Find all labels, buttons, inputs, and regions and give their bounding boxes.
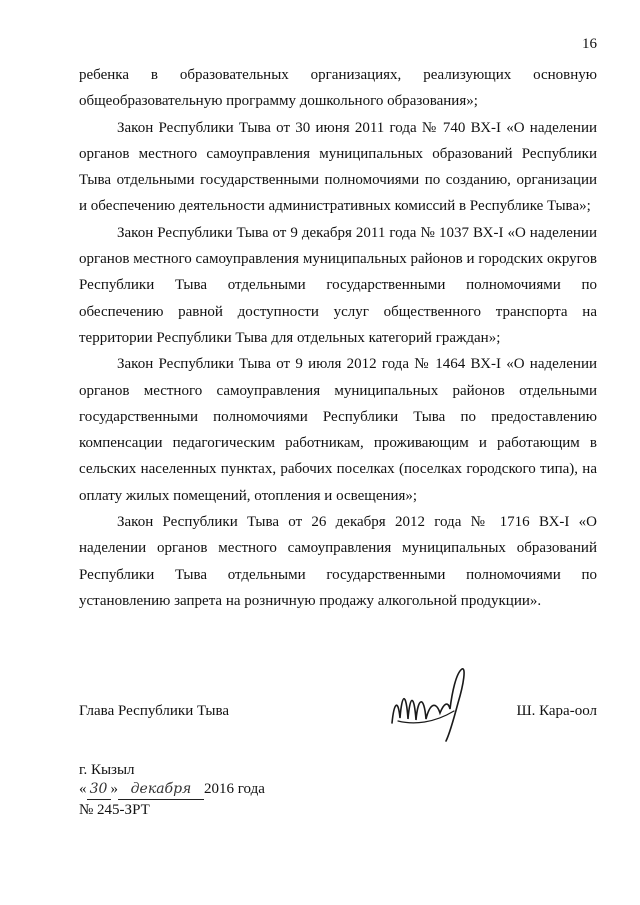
page-number: 16 <box>582 36 597 52</box>
signature-block <box>79 703 597 733</box>
paragraph-law-1464: Закон Республики Тыва от 9 июля 2012 года № 1464 ВХ-I «О наделении органов местного самоуправления муниципальных районов отдельными государственными полномочиями Республики Тыва по предоставлению компенсации педагогическим работникам, проживающим и работающим в сельских населенных пунктах, рабочих поселках (поселках городского типа), на оплату жилых помещений, отопления и освещения»; <box>79 356 597 504</box>
date-day: 30 <box>87 779 111 800</box>
signer-name: Ш. Кара-оол <box>516 703 597 719</box>
signer-title: Глава Республики Тыва <box>79 703 230 719</box>
paragraph-law-1037: Закон Республики Тыва от 9 декабря 2011 года № 1037 ВХ-I «О наделении органов местного самоуправления муниципальных районов и городских округов Республики Тыва отдельными государственными полномочиями по обеспечению равной доступности услуг общественного транспорта на территории Республики Тыва для отдельных категорий граждан»; <box>79 224 597 346</box>
law-number: № 245-ЗРТ <box>79 802 150 818</box>
paragraph-law-740: Закон Республики Тыва от 30 июня 2011 года № 740 ВХ-I «О наделении органов местного самоуправления муниципальных образований Республики Тыва отдельными государственными полномочиями по созданию, организации и обеспечению деятельности административных комиссий в Республике Тыва»; <box>79 119 597 215</box>
document-body <box>79 62 597 614</box>
date-close-quote: » <box>110 781 118 797</box>
date-month: декабря <box>118 779 204 800</box>
date-line <box>79 779 265 800</box>
paragraph-law-1716: Закон Республики Тыва от 26 декабря 2012 года № 1716 ВХ-I «О наделении органов местного самоуправления муниципальных образований Республики Тыва отдельными государственными полномочиями по установлению запрета на розничную продажу алкогольной продукции». <box>79 514 597 609</box>
city: г. Кызыл <box>79 762 135 778</box>
handwritten-signature <box>384 663 494 743</box>
paragraph-continuation: ребенка в образовательных организациях, реализующих основную общеобразовательную программу дошкольного образования»; <box>79 67 597 110</box>
date-open-quote: « <box>79 781 87 797</box>
date-year: 2016 года <box>204 781 265 797</box>
